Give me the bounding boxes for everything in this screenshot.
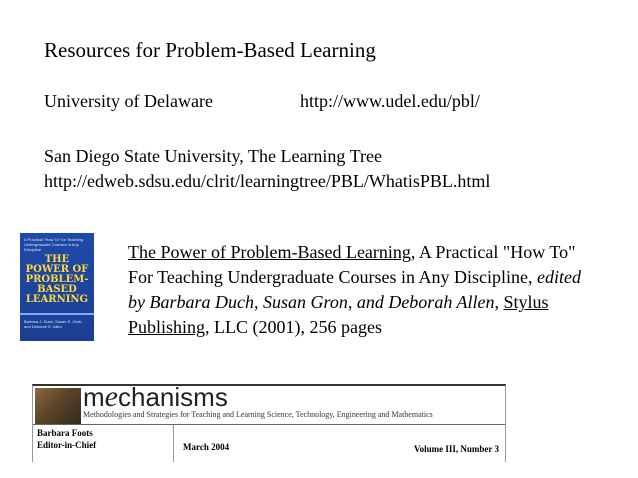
book-citation: [128, 240, 598, 340]
publisher-link[interactable]: Stylus Publishing: [128, 292, 549, 337]
resource-name-sdsu: San Diego State University, The Learning Tree: [44, 146, 382, 166]
book-title-link[interactable]: The Power of Problem-Based Learning: [128, 242, 411, 262]
newsletter-date: March 2004: [183, 442, 230, 452]
newsletter-banner: [32, 384, 506, 462]
book-cover-image: [20, 233, 94, 341]
book-cover-tagline: A Practical "How To" for Teaching Undergraduate Courses in Any Discipline: [24, 237, 83, 252]
resource-url-udel[interactable]: http://www.udel.edu/pbl/: [300, 91, 480, 111]
logo-letter-e: e: [104, 384, 118, 413]
newsletter-editor: [37, 427, 96, 451]
newsletter-subtitle: Methodologies and Strategies for Teaching and Learning Science, Technology, Engineering and Mathematics: [83, 410, 433, 419]
newsletter-divider: [33, 424, 505, 425]
book-subtitle: , A Practical "How To" For Teaching Undergraduate Courses in Any Discipline,: [128, 242, 576, 287]
newsletter-volume: Volume III, Number 3: [413, 444, 499, 454]
book-separator: ,: [494, 292, 504, 312]
book-cover-title: THE POWER OF PROBLEM-BASED LEARNING: [25, 254, 89, 305]
logo-letter-m: m: [83, 384, 105, 412]
resource-name-udel: University of Delaware: [44, 91, 213, 111]
editor-name: Barbara Foots: [37, 428, 93, 438]
slide-title: Resources for Problem-Based Learning: [44, 38, 376, 62]
book-cover-stripe: [20, 313, 94, 315]
book-cover-authors: Barbara J. Duch, Susan E. Groh, and Deborah E. Allen: [24, 319, 83, 329]
book-details: , LLC (2001), 256 pages: [205, 317, 382, 337]
editor-role: Editor-in-Chief: [37, 440, 97, 450]
newsletter-vertical-divider: [173, 425, 174, 462]
newsletter-photo: [35, 388, 81, 424]
book-editors: edited by Barbara Duch, Susan Gron, and Deborah Allen: [128, 267, 581, 312]
logo-rest: chanisms: [118, 384, 228, 412]
resource-url-sdsu[interactable]: http://edweb.sdsu.edu/clrit/learningtree/PBL/WhatisPBL.html: [44, 171, 491, 191]
